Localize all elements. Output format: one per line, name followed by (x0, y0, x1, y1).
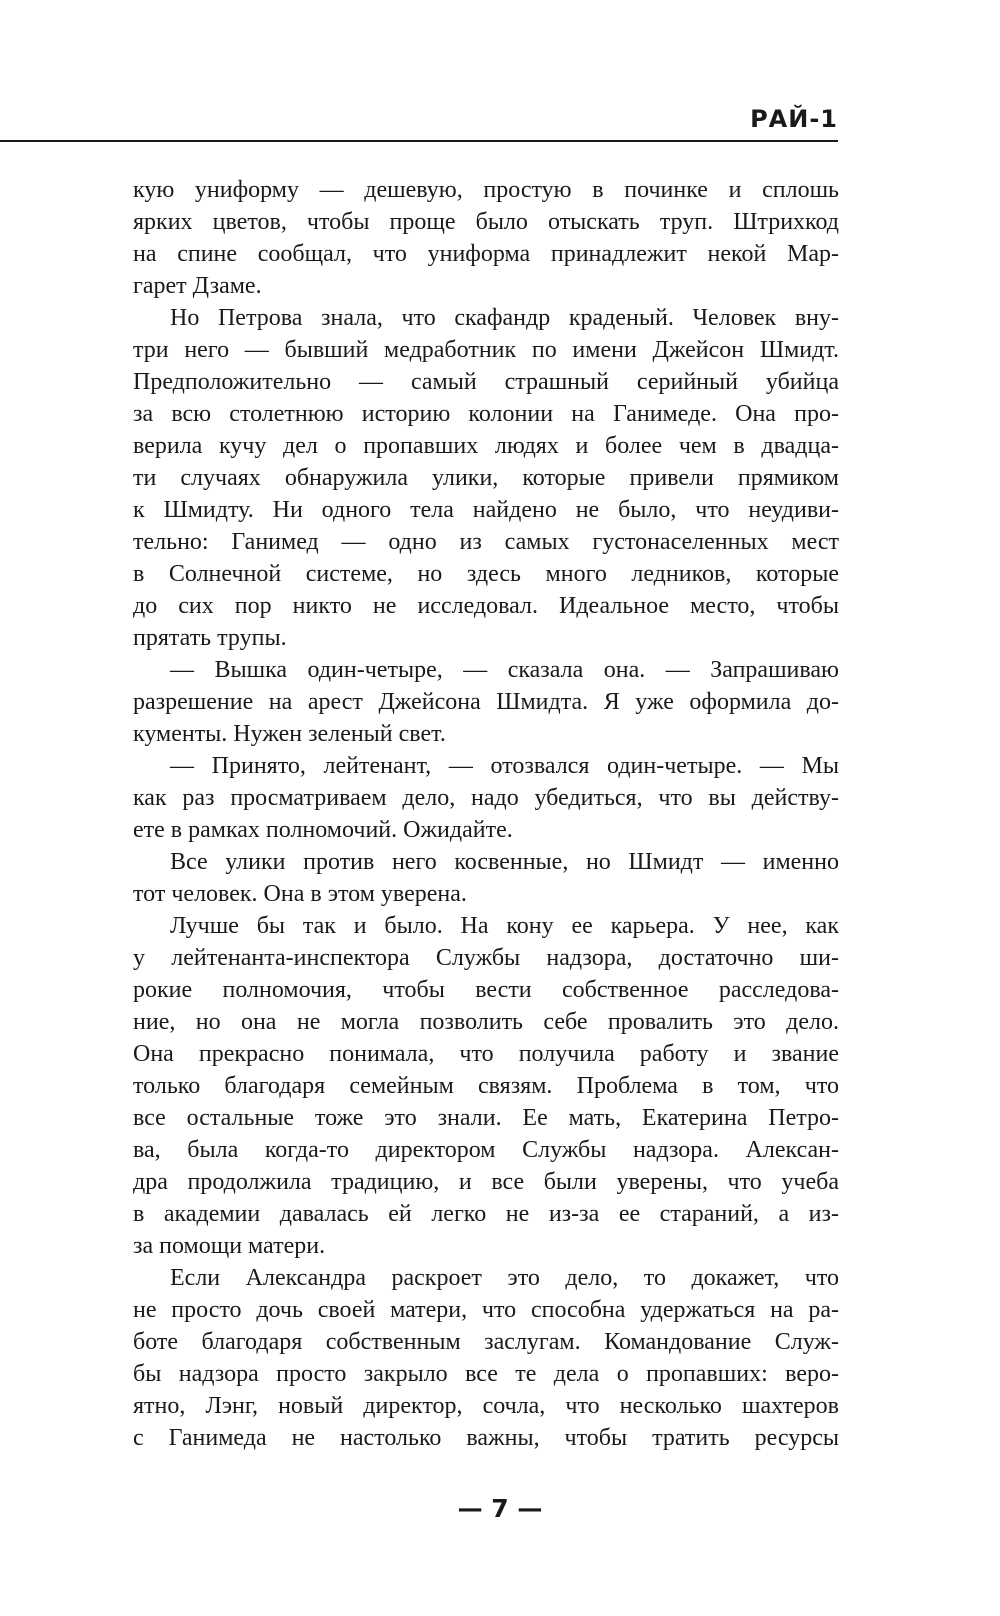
text-line: бы надзора просто закрыло все те дела о пропавших: веро- (133, 1361, 839, 1387)
text-line: Но Петрова знала, что скафандр краденый. Человек вну- (170, 305, 839, 331)
text-line: ние, но она не могла позволить себе провалить это дело. (133, 1009, 839, 1035)
text-line: Лучше бы так и было. На кону ее карьера. У нее, как (170, 913, 839, 939)
text-line: ете в рамках полномочий. Ожидайте. (133, 817, 513, 843)
text-line: до сих пор никто не исследовал. Идеальное место, чтобы (133, 593, 839, 619)
text-line: три него — бывший медработник по имени Джейсон Шмидт. (133, 337, 839, 363)
text-line: Если Александра раскроет это дело, то докажет, что (170, 1265, 839, 1291)
text-line: Предположительно — самый страшный серийный убийца (133, 369, 839, 395)
text-line: Все улики против него косвенные, но Шмидт — именно (170, 849, 839, 875)
text-line: как раз просматриваем дело, надо убедиться, что вы действу- (133, 785, 839, 811)
text-line: ятно, Лэнг, новый директор, сочла, что несколько шахтеров (133, 1393, 839, 1419)
text-line: ярких цветов, чтобы проще было отыскать труп. Штрихкод (133, 209, 839, 235)
text-line: только благодаря семейным связям. Проблема в том, что (133, 1073, 839, 1099)
text-line: на спине сообщал, что униформа принадлежит некой Мар- (133, 241, 839, 267)
text-line: у лейтенанта-инспектора Службы надзора, достаточно ши- (133, 945, 839, 971)
text-line: Она прекрасно понимала, что получила работу и звание (133, 1041, 839, 1067)
text-line: боте благодаря собственным заслугам. Командование Служ- (133, 1329, 839, 1355)
running-head (0, 104, 838, 142)
text-line: кую униформу — дешевую, простую в починке и сплошь (133, 177, 839, 203)
text-line: разрешение на арест Джейсона Шмидта. Я уже оформила до- (133, 689, 839, 715)
text-line: прятать трупы. (133, 625, 287, 651)
running-head-title: РАЙ-1 (750, 105, 838, 133)
text-line: за помощи матери. (133, 1233, 326, 1259)
text-line: кументы. Нужен зеленый свет. (133, 721, 446, 747)
text-line: — Вышка один-четыре, — сказала она. — Запрашиваю (170, 657, 839, 683)
text-line: все остальные тоже это знали. Ее мать, Екатерина Петро- (133, 1105, 839, 1131)
body-text (133, 174, 839, 1454)
text-line: к Шмидту. Ни одного тела найдено не было, что неудиви- (133, 497, 839, 523)
text-line: не просто дочь своей матери, что способна удержаться на ра- (133, 1297, 839, 1323)
text-line: в Солнечной системе, но здесь много ледников, которые (133, 561, 839, 587)
text-line: за всю столетнюю историю колонии на Ганимеде. Она про- (133, 401, 839, 427)
text-line: с Ганимеда не настолько важны, чтобы тратить ресурсы (133, 1425, 839, 1451)
text-line: тот человек. Она в этом уверена. (133, 881, 467, 907)
text-line: дра продолжила традицию, и все были уверены, что учеба (133, 1169, 839, 1195)
text-line: рокие полномочия, чтобы вести собственное расследова- (133, 977, 839, 1003)
text-line: гарет Дзаме. (133, 273, 262, 299)
text-line: в академии давалась ей легко не из-за ее стараний, а из- (133, 1201, 839, 1227)
text-line: тельно: Ганимед — одно из самых густонаселенных мест (133, 529, 839, 555)
text-line: ва, была когда-то директором Службы надзора. Алексан- (133, 1137, 839, 1163)
text-line: — Принято, лейтенант, — отозвался один-четыре. — Мы (170, 753, 839, 779)
text-line: ти случаях обнаружила улики, которые привели прямиком (133, 465, 839, 491)
text-line: верила кучу дел о пропавших людях и более чем в двадца- (133, 433, 839, 459)
page-number: — 7 — (457, 1494, 543, 1523)
